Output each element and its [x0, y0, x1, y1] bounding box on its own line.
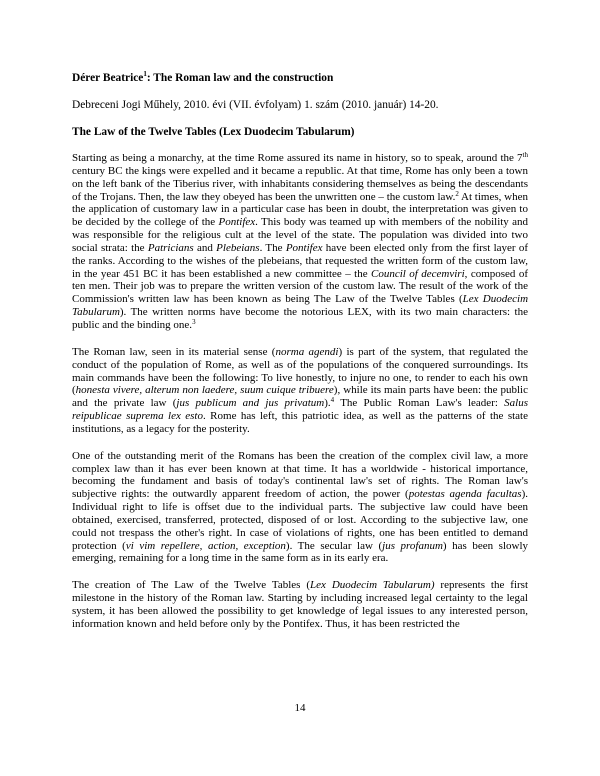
footnote-ref-3[interactable]: 3	[192, 317, 196, 326]
footnote-ref-2[interactable]: 2	[455, 189, 459, 198]
footnote-ref-4[interactable]: 4	[330, 396, 335, 405]
section-heading: The Law of the Twelve Tables (Lex Duodecim Tabularum)	[72, 126, 355, 138]
paragraph-3: One of the outstanding merit of the Romans has been the creation of the complex civil law, a more complex law than it has ever been known at that time. It has a worldwide - historical importance, becoming the fundament and basis of today's continental law's set of rights. The Roman law's subjective rights: the outwardly apparent freedom of action, the power (potestas agenda facultas). Individual right to life is offset due to the individual parts. The subjective law could have been obtained, exercised, transferred, protected, disposed of or lost. According to the subjective law, one could not trespass the other's right. In case of violations of rights, one has been entitled to demand protection (vi vim repellere, action, exception). The secular law (jus profanum) has been slowly emerging, remaining for a long time in the same form as in its early era.	[72, 449, 528, 565]
title-text: : The Roman law and the construction	[146, 72, 334, 84]
page-number: 14	[294, 702, 306, 714]
article-title	[72, 72, 528, 85]
citation-line: Debreceni Jogi Műhely, 2010. évi (VII. évfolyam) 1. szám (2010. január) 14-20.	[72, 99, 439, 111]
paragraph-1: Starting as being a monarchy, at the time Rome assured its name in history, so to speak, around the 7th century BC the kings were expelled and it became a republic. At that time, Rome has only been a town on the left bank of the Tiberius river, with inhabitants considering themselves as being the descendants of the Trojans. Then, the law they obeyed has been the unwritten one – the custom law.$^2$ At times, when the application of customary law in a particular case has been in doubt, the interpretation was given to be decided by the college of the Pontifex. This body was teamed up with members of the nobility and was responsible for the religious cult at the level of the state. The population was divided into two social strata: the Patricians and Plebeians. The Pontifex have been elected only from the first layer of the ranks. According to the wishes of the plebeians, that requested the written form of the custom law, in the year 451 BC it has been established a new committee – the Council of decemviri, composed of ten men. Their job was to prepare the written version of the custom law. The result of the work of the Commission's written law has been known as being The Law of the Twelve Tables (Lex Duodecim Tabularum). The written norms have become the notorious LEX, with its two main characters: the public and the binding one.$^3$	[72, 151, 529, 331]
paragraph-4: The creation of The Law of the Twelve Tables (Lex Duodecim Tabularum) represents the first milestone in the history of the Roman law. Starting by including increased legal certainty to the legal system, it has been allowed the possibility to get knowledge of legal issues to any interested person, information known and held before only by the Pontifex. Thus, it has been restricted the	[72, 579, 528, 630]
paragraph-2: The Roman law, seen in its material sense (norma agendi) is part of the system, that regulated the conduct of the population of Rome, as well as of the populations of the conquered surroundings. Its main commands have been the following: To live honestly, to injure no one, to render to each his own (honesta vivere, alterum non laedere, suum cuique tribuere), while its main parts have been: the public and the private law (jus publicum and jus privatum).$^4$ The Public Roman Law's leader: Salus reipublicae suprema lex esto. Rome has left, this patriotic idea, as well as the patterns of the state institutions, as a legacy for the posterity.	[72, 345, 529, 435]
footnote-ref-1[interactable]: 1	[143, 70, 147, 79]
author-name: Dérer Beatrice	[72, 72, 144, 84]
body-text	[72, 152, 528, 645]
